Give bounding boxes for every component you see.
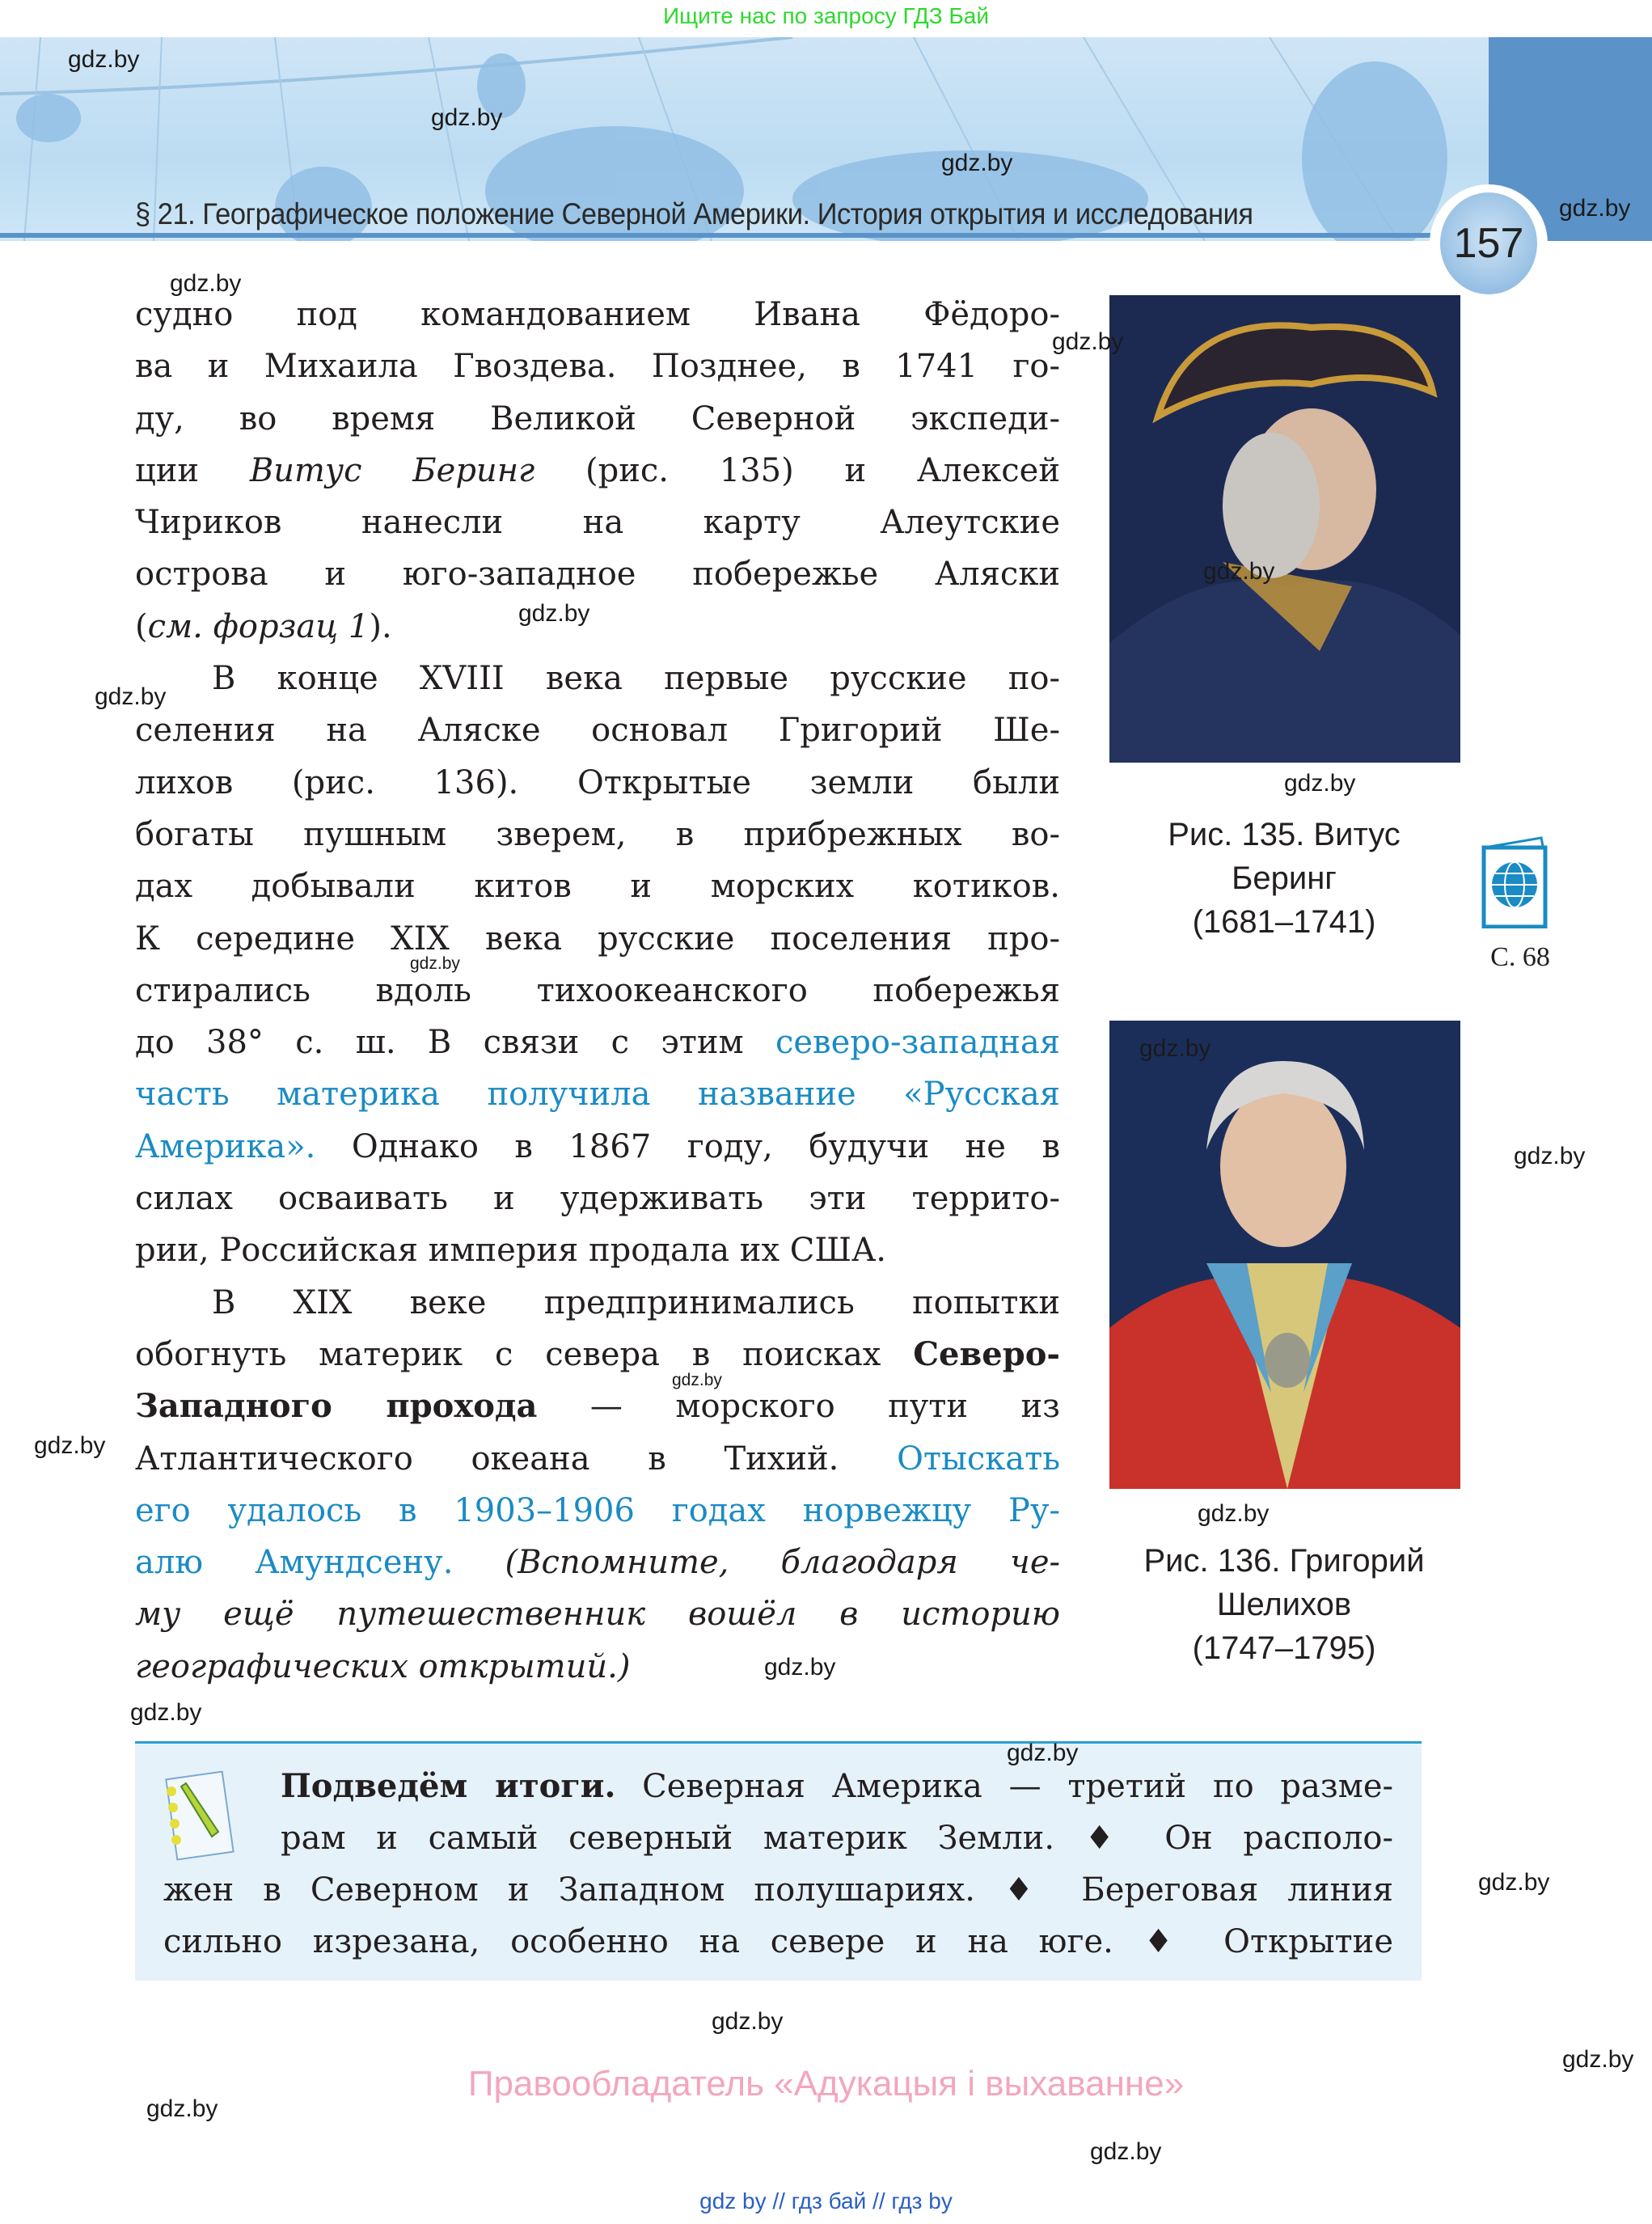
portrait-shelikhov [1109,1021,1460,1489]
text-segment: обогнуть материк с севера в поисках [135,1335,914,1373]
watermark: gdz.by [130,1699,202,1726]
text-line [135,1017,1060,1068]
text-line [135,965,1060,1017]
watermark: gdz.by [1284,770,1356,797]
text-segment: богаты пушным зверем, в прибрежных во- [135,815,1060,853]
bold-term: Западного прохода [135,1387,538,1426]
text-line [163,1864,1393,1916]
highlighted-text: часть материка получила название «Русская [135,1076,1060,1114]
watermark: gdz.by [410,954,460,973]
text-segment: (рис. 135) и Алексей [534,451,1061,489]
text-segment: лихов (рис. 136). Открытые земли были [135,763,1060,801]
text-line [135,913,1060,965]
text-segment: рии, Российская империя продала их США. [135,1232,886,1270]
watermark: gdz.by [1559,195,1631,222]
figure-caption-135 [1094,813,1474,944]
text-line [135,445,1060,497]
text-segment [453,1544,505,1581]
watermark: gdz.by [431,104,503,131]
text-line [135,601,1060,653]
summary-text [163,1761,1393,1968]
body-text [135,289,1060,1693]
highlighted-text: Отыскать [897,1440,1060,1478]
caption-line: Рис. 136. Григорий [1143,1543,1425,1579]
watermark: gdz.by [1139,1035,1211,1062]
text-line [163,1761,1393,1812]
text-segment: жен в Северном и Западном полушариях. ♦ Береговая линия [163,1871,1393,1909]
text-segment: В XIX веке предпринимались попытки [212,1283,1060,1321]
text-segment: стирались вдоль тихоокеанского побережья [135,971,1060,1009]
caption-line: (1747–1795) [1192,1630,1376,1666]
atlas-book-icon [1481,836,1548,928]
text-segment: селения на Аляске основал Григорий Ше- [135,712,1060,750]
text-line [135,289,1060,340]
watermark: gdz.by [1514,1143,1586,1169]
portrait-shelikhov-image [1109,1021,1460,1489]
text-line [135,653,1060,704]
watermark: gdz.by [672,1371,722,1389]
text-segment: острова и юго-западное побережье Аляски [135,556,1060,594]
text-segment: Северная Америка — третий по разме- [615,1768,1394,1805]
text-line [135,1588,1060,1640]
watermark: gdz.by [712,2008,784,2035]
caption-line: (1681–1741) [1192,904,1376,940]
bottom-links[interactable]: gdz by // гдз бай // гдз by [699,2188,953,2213]
highlighted-text: Америка». [135,1127,316,1165]
text-segment: до 38° с. ш. В связи с этим [135,1024,775,1062]
text-segment: Атлантического океана в Тихий. [135,1440,898,1478]
text-line [135,1121,1060,1173]
text-segment: ). [369,607,392,645]
watermark: gdz.by [170,270,242,297]
atlas-page-ref: С. 68 [1490,942,1550,972]
text-line [135,340,1060,392]
text-line [163,1812,1393,1864]
watermark: gdz.by [1052,328,1124,355]
watermark: gdz.by [1478,1869,1550,1896]
text-line [135,1485,1060,1537]
text-line [135,1537,1060,1588]
figure-caption-136 [1094,1539,1474,1670]
text-line [135,1277,1060,1329]
watermark: gdz.by [1090,2138,1162,2165]
text-segment: К середине XIX века русские поселения про- [135,920,1060,958]
text-line [163,1916,1393,1968]
text-segment: — морского пути из [537,1388,1060,1426]
portrait-bering [1109,295,1460,763]
text-segment: ду, во время Великой Северной экспеди- [135,400,1060,438]
text-line [135,757,1060,809]
watermark: gdz.by [34,1432,106,1459]
copyright-footer: Правообладатель «Адукацыя і выхаванне» [467,2064,1185,2103]
italic-text: географических открытий.) [135,1647,631,1685]
italic-text: (Вспомните, благодаря че- [505,1544,1061,1582]
text-segment: судно под командованием Ивана Фёдоро- [135,296,1060,333]
watermark: gdz.by [68,46,140,73]
watermark: gdz.by [1198,1500,1270,1527]
text-line [135,393,1060,445]
portrait-bering-image [1109,295,1460,763]
highlighted-text: северо-западная [775,1024,1060,1062]
watermark: gdz.by [146,2095,218,2122]
caption-line: Беринг [1232,860,1337,896]
text-line [135,1224,1060,1276]
text-line [135,1068,1060,1120]
highlighted-text: алю Амундсену. [135,1544,454,1582]
text-line [135,704,1060,756]
watermark: gdz.by [518,600,590,627]
watermark: gdz.by [95,683,167,710]
text-segment: Чириков нанесли на карту Алеутские [135,504,1060,542]
watermark: gdz.by [1007,1740,1079,1766]
text-segment: сильно изрезана, особенно на севере и на юге. ♦ Открытие [163,1923,1393,1960]
header-rule [0,233,1447,238]
text-line [135,548,1060,600]
watermark: gdz.by [941,150,1013,176]
caption-line: Шелихов [1216,1587,1352,1622]
text-line [135,1433,1060,1485]
text-line [135,860,1060,912]
search-hint: Ищите нас по запросу ГДЗ Бай [662,3,990,28]
text-line [135,1173,1060,1224]
text-line [135,1641,1060,1693]
text-line [135,1329,1060,1380]
watermark: gdz.by [1203,558,1275,585]
italic-text: Витус Беринг [249,451,535,489]
text-segment: Однако в 1867 году, будучи не в [315,1127,1060,1165]
text-segment: ции [135,451,250,489]
text-line [135,497,1060,548]
italic-text: му ещё путешественник вошёл в историю [135,1596,1060,1634]
italic-text: см. форзац 1 [147,607,370,645]
text-line [135,809,1060,860]
page-number: 157 [1453,220,1524,267]
page-number-badge [1430,184,1548,302]
bold-term: Подведём итоги. [281,1767,616,1805]
watermark: gdz.by [764,1654,836,1681]
text-segment: ( [135,607,148,645]
text-segment: В конце XVIII века первые русские по- [212,660,1060,698]
text-line [135,1380,1060,1432]
caption-line: Рис. 135. Витус [1168,817,1401,852]
text-segment: рам и самый северный материк Земли. ♦ Он располо- [281,1820,1393,1857]
bold-term: Северо- [913,1334,1060,1373]
globe-icon [1440,192,1537,294]
highlighted-text: его удалось в 1903–1906 годах норвежцу Ру- [135,1491,1060,1529]
section-title: § 21. Географическое положение Северной Америки. История открытия и исследования [135,197,1253,230]
text-segment: силах осваивать и удерживать эти террито- [135,1180,1060,1218]
watermark: gdz.by [1562,2046,1634,2073]
text-segment: дах добывали китов и морских котиков. [135,868,1060,906]
text-segment: ва и Михаила Гвоздева. Позднее, в 1741 го- [135,348,1060,386]
